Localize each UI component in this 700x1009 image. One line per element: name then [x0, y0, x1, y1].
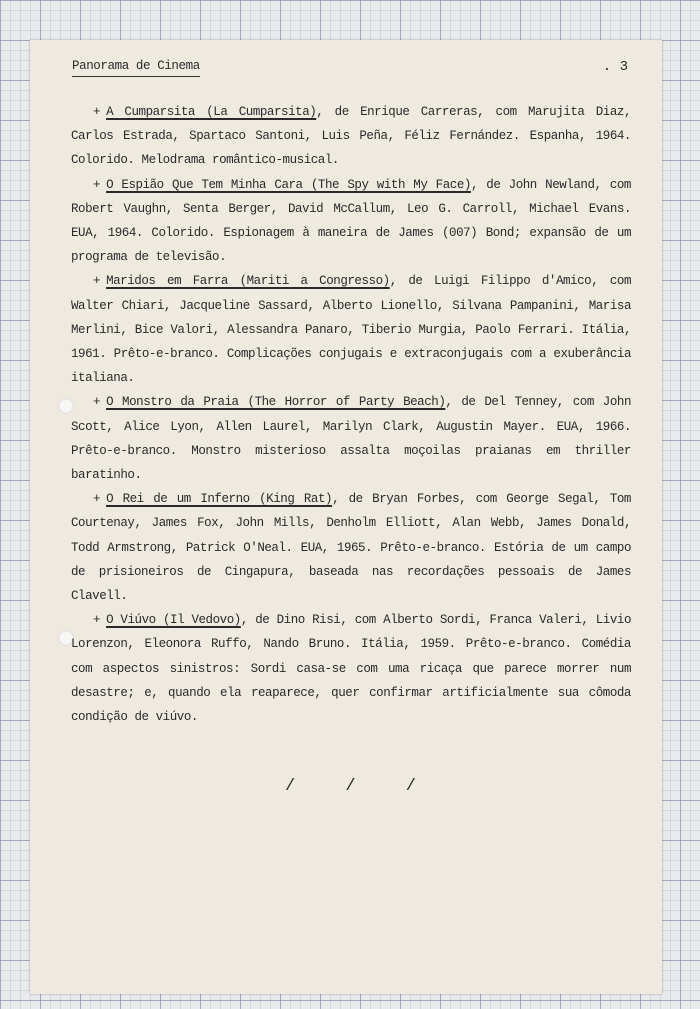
- bullet-mark: +: [93, 492, 101, 507]
- film-entry: [71, 269, 631, 390]
- film-details: , de John Newland, com Robert Vaughn, Senta Berger, David McCallum, Leo G. Carroll, Michael Evans. EUA, 1964. Colorido. Espionagem à maneira de James (007) Bond; expansão de um programa de televisão.: [71, 177, 631, 265]
- typewritten-page: [30, 40, 662, 994]
- bullet-mark: +: [93, 105, 101, 119]
- film-title: O Rei de um Inferno (King Rat): [106, 492, 333, 507]
- end-of-page-marks: / / /: [285, 777, 437, 796]
- film-details: , de Luigi Filippo d'Amico, com Walter Chiari, Jacqueline Sassard, Alberto Lionello, Silvana Pampanini, Marisa Merlini, Bice Valori, Alessandra Panaro, Tiberio Murgia, Paolo Ferrari. Itália, 1961. Prêto-e-branco. Complicações conjugais e extraconjugais com a exuberância italiana.: [71, 274, 631, 386]
- film-entry: [71, 608, 631, 729]
- film-title: O Espião Que Tem Minha Cara (The Spy with My Face): [106, 177, 471, 192]
- bullet-mark: +: [93, 613, 101, 628]
- bullet-mark: +: [93, 177, 101, 192]
- film-details: , de Bryan Forbes, com George Segal, Tom Courtenay, James Fox, John Mills, Denholm Elliott, Alan Webb, James Donald, Todd Armstrong, Patrick O'Neal. EUA, 1965. Prêto-e-branco. Estória de um campo de prisioneiros de Cingapura, baseada nas recordações pessoais de James Clavell.: [71, 492, 631, 604]
- film-entry: [71, 390, 631, 487]
- film-details: , de Dino Risi, com Alberto Sordi, Franca Valeri, Livio Lorenzon, Eleonora Ruffo, Nando Bruno. Itália, 1959. Prêto-e-branco. Comédia com aspectos sinistros: Sordi casa-se com uma ricaça que parece morrer num desastre; e, quando ela reaparece, quer confirmar artificialmente sua cômoda condição de viúvo.: [71, 613, 631, 725]
- film-details: , de Del Tenney, com John Scott, Alice Lyon, Allen Laurel, Marilyn Clark, Augustin Mayer. EUA, 1966. Prêto-e-branco. Monstro misterioso assalta moçoilas praianas em thriller baratinho.: [71, 395, 632, 483]
- film-title: O Monstro da Praia (The Horror of Party Beach): [106, 395, 446, 410]
- film-entry: [71, 487, 631, 608]
- film-entry: [71, 100, 631, 173]
- film-entry: [71, 173, 631, 270]
- page-header-title: Panorama de Cinema: [72, 59, 200, 77]
- film-details: , de Enrique Carreras, com Marujita Diaz, Carlos Estrada, Spartaco Santoni, Luis Peña, Féliz Fernández. Espanha, 1964. Colorido. Melodrama romântico-musical.: [71, 105, 631, 168]
- bullet-mark: +: [93, 274, 101, 289]
- film-entries-list: [71, 100, 631, 729]
- film-title: A Cumparsita (La Cumparsita): [106, 105, 317, 119]
- bullet-mark: +: [93, 395, 101, 410]
- film-title: O Viúvo (Il Vedovo): [106, 613, 241, 628]
- page-number: . 3: [602, 59, 628, 75]
- film-title: Maridos em Farra (Mariti a Congresso): [106, 274, 390, 289]
